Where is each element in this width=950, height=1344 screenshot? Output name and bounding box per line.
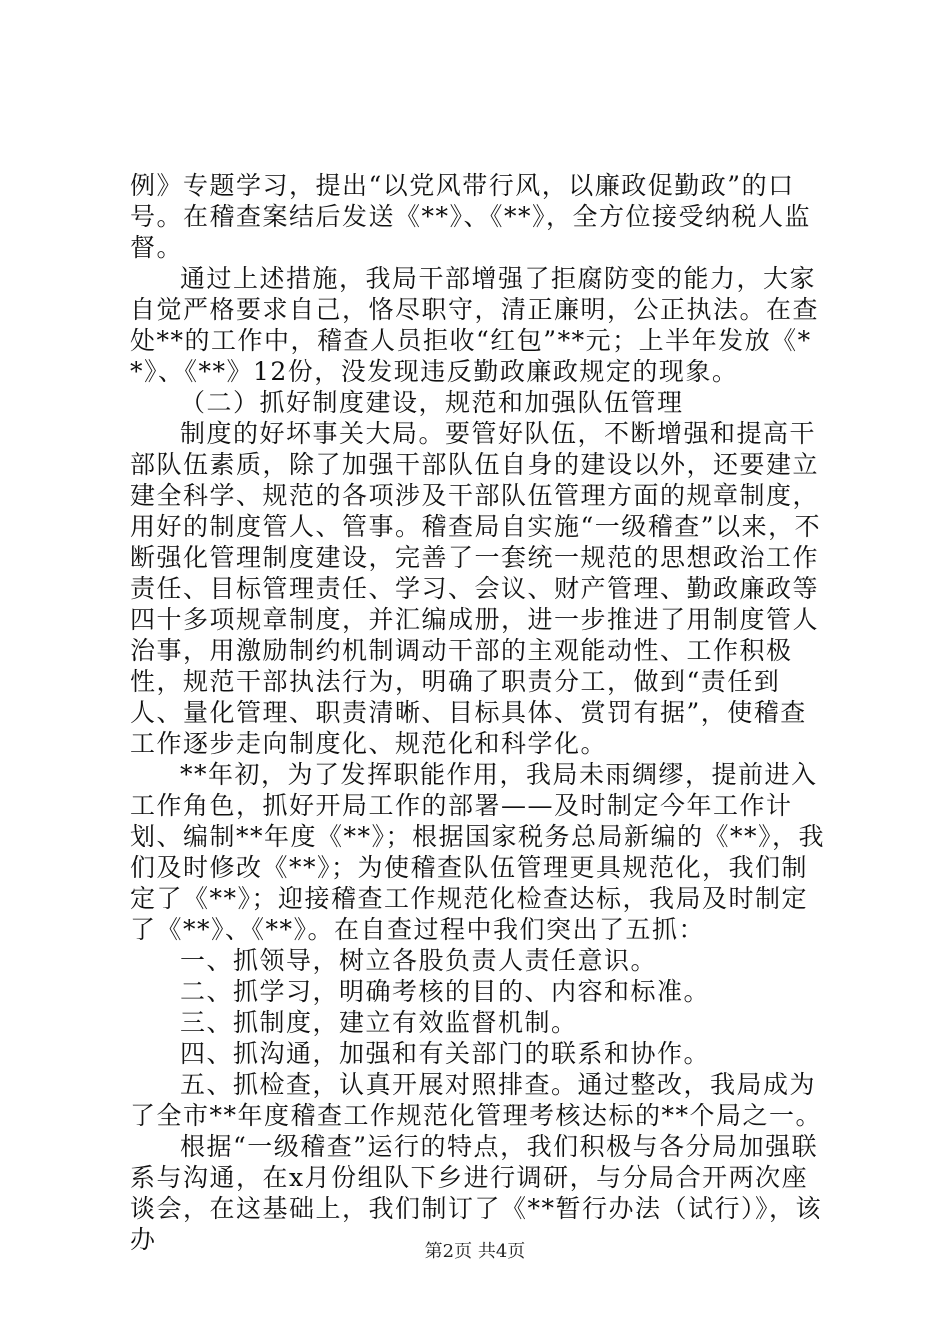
paragraph-institution-building: 制度的好坏事关大局。要管好队伍，不断增强和提高干部队伍素质，除了加强干部队伍自身的建设以外，还要建立建全科学、规范的各项涉及干部队伍管理方面的规章制度，用好的制度管人、管事。稽查局自实施“一级稽查”以来，不断强化管理制度建设，完善了一套统一规范的思想政治工作责任、目标管理责任、学习、会议、财产管理、勤政廉政等四十多项规章制度，并汇编成册，进一步推进了用制度管人治事，用激励制约机制调动干部的主观能动性、工作积极性，规范干部执法行为，明确了职责分工，做到“责任到人、量化管理、职责清晰、目标具体、赏罚有据”，使稽查工作逐步走向制度化、规范化和科学化。 <box>130 419 822 758</box>
paragraph-year-start: **年初，为了发挥职能作用，我局未雨绸缪，提前进入工作角色，抓好开局工作的部署——及时制定今年工作计划、编制**年度《**》；根据国家税务总局新编的《**》，我们及时修改《**》；为使稽查队伍管理更具规范化，我们制定了《**》；迎接稽查工作规范化检查达标，我局及时制定了《**》、《**》。在自查过程中我们突出了五抓： <box>130 760 826 944</box>
paragraph-measures-result: 通过上述措施，我局干部增强了拒腐防变的能力，大家自觉严格要求自己，恪尽职守，清正廉明，公正执法。在查处**的工作中，稽查人员拒收“红包”**元；上半年发放《**》、《**》12份，没发现违反勤政廉政规定的现象。 <box>130 264 820 386</box>
list-item-4: 四、抓沟通，加强和有关部门的联系和协作。 <box>180 1039 711 1068</box>
list-item-3: 三、抓制度，建立有效监督机制。 <box>180 1008 578 1037</box>
document-body <box>130 170 830 1255</box>
list-item-2: 二、抓学习，明确考核的目的、内容和标准。 <box>180 977 711 1006</box>
list-item-5: 五、抓检查，认真开展对照排查。通过整改，我局成为了全市**年度稽查工作规范化管理考核达标的**个局之一。 <box>130 1070 823 1130</box>
list-item-1: 一、抓领导，树立各股负责人责任意识。 <box>180 946 658 975</box>
paragraph-first-level-audit: 根据“一级稽查”运行的特点，我们积极与各分局加强联系与沟通，在x月份组队下乡进行调研，与分局合开两次座谈会，在这基础上，我们制订了《**暂行办法（试行）》，该办 <box>130 1132 823 1254</box>
page-footer: 第2页 共4页 <box>424 1241 526 1262</box>
paragraph-continuation: 例》专题学习，提出“以党风带行风，以廉政促勤政”的口号。在稽查案结后发送《**》、《**》，全方位接受纳税人监督。 <box>130 171 812 262</box>
section-heading: （二）抓好制度建设，规范和加强队伍管理 <box>180 388 684 417</box>
